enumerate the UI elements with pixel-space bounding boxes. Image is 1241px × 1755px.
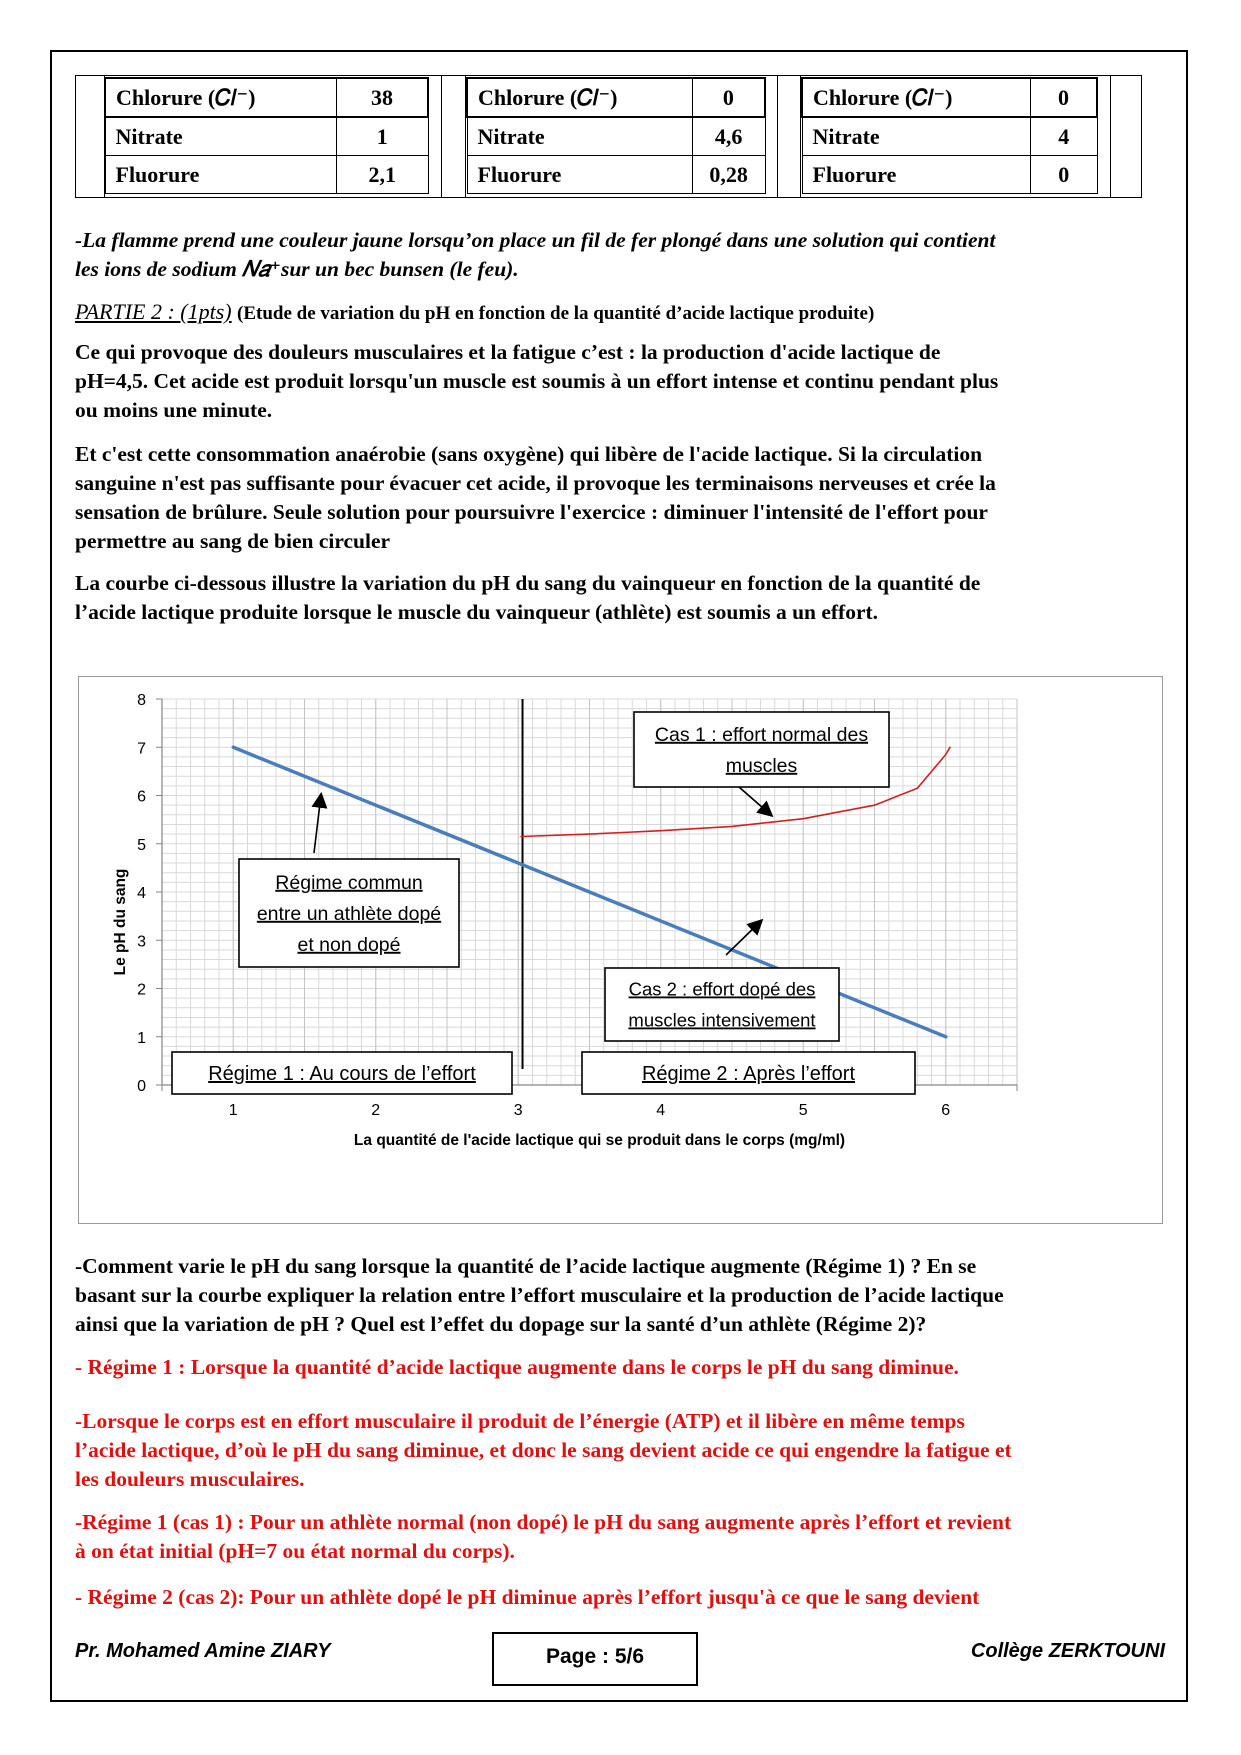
page-number: Page : 5/6 — [492, 1632, 698, 1686]
annotation-regime1-text: Régime 1 : Au cours de l’effort — [208, 1063, 476, 1085]
ion-label: Chlorure (𝐶𝑙⁻) — [105, 78, 337, 117]
ion-label: Nitrate — [802, 117, 1030, 156]
ph-chart-svg — [79, 677, 1164, 1225]
ion-value: 0 — [692, 78, 765, 117]
table-row — [105, 117, 428, 156]
text-line: -Comment varie le pH du sang lorsque la quantité de l’acide lactique augmente (Régime 1) ? En se — [75, 1254, 977, 1278]
ion-value: 1 — [337, 117, 428, 156]
y-tick-label: 5 — [137, 836, 146, 854]
text-line: l’acide lactique produite lorsque le muscle du vainqueur (athlète) est soumis a un effort. — [75, 600, 879, 624]
x-tick-label: 4 — [656, 1102, 666, 1119]
ion-value: 0 — [1030, 156, 1097, 194]
y-tick-label: 4 — [137, 885, 146, 902]
y-tick-label: 0 — [137, 1078, 146, 1095]
text-line: - Régime 1 : Lorsque la quantité d’acide lactique augmente dans le corps le pH du sang diminue. — [75, 1355, 959, 1379]
ph-chart — [78, 676, 1163, 1224]
ion-value: 38 — [337, 78, 428, 117]
text-line: -Lorsque le corps est en effort musculaire il produit de l’énergie (ATP) et il libère en même temps — [75, 1409, 965, 1433]
table-separator — [441, 75, 442, 198]
ion-label: Nitrate — [467, 117, 692, 156]
partie2-description: (Etude de variation du pH en fonction de la quantité d’acide lactique produite) — [237, 303, 875, 324]
ion-table-2 — [466, 77, 766, 194]
text-line: sensation de brûlure. Seule solution pour poursuivre l'exercice : diminuer l'intensité de l'effort pour — [75, 500, 988, 524]
table-row — [802, 156, 1097, 194]
annotation-regime2-text: Régime 2 : Après l’effort — [641, 1063, 856, 1085]
table-row — [105, 156, 428, 194]
flame-note-line: -La flamme prend une couleur jaune lorsqu’on place un fil de fer plongé dans une solution qui contient — [75, 228, 996, 252]
text-line: ou moins une minute. — [75, 398, 273, 422]
y-tick-label: 1 — [137, 1029, 146, 1047]
answer-3 — [75, 1508, 1165, 1566]
y-axis-title: Le pH du sang — [112, 868, 129, 976]
footer-author: Pr. Mohamed Amine ZIARY — [75, 1640, 331, 1662]
table-row — [467, 117, 765, 156]
text-line: pH=4,5. Cet acide est produit lorsqu'un muscle est soumis à un effort intense et continu pendant plus — [75, 369, 999, 393]
text-line: sanguine n'est pas suffisante pour évacuer cet acide, il provoque les terminaisons nerveuses et crée la — [75, 471, 996, 495]
text-line: à on état initial (pH=7 ou état normal du corps). — [75, 1539, 515, 1563]
paragraph-2 — [75, 440, 1165, 556]
ion-label: Fluorure — [467, 156, 692, 194]
text-line: Ce qui provoque des douleurs musculaires et la fatigue c’est : la production d'acide lactique de — [75, 340, 941, 364]
annotation-regime-commun-text: Régime commun — [275, 871, 423, 894]
ion-value: 0,28 — [692, 156, 765, 194]
ion-value: 2,1 — [337, 156, 428, 194]
table-row — [802, 117, 1097, 156]
annotation-cas2-text: muscles intensivement — [628, 1009, 816, 1031]
partie2-label: PARTIE 2 : (1pts) — [75, 299, 232, 324]
table-separator — [777, 75, 778, 198]
annotation-regime-commun-text: entre un athlète dopé — [256, 902, 442, 925]
footer-school: Collège ZERKTOUNI — [970, 1640, 1165, 1662]
arrow-cas1 — [739, 787, 771, 815]
annotation-cas2-text: Cas 2 : effort dopé des — [628, 978, 816, 1000]
flame-note-line: les ions de sodium 𝑁𝑎⁺sur un bec bunsen (le feu). — [75, 257, 519, 281]
ion-value: 4 — [1030, 117, 1097, 156]
answer-4 — [75, 1583, 1165, 1612]
answer-1 — [75, 1353, 1165, 1382]
annotation-regime-commun-text: et non dopé — [297, 933, 401, 956]
x-axis-title: La quantité de l'acide lactique qui se produit dans le corps (mg/ml) — [353, 1132, 846, 1149]
x-tick-label: 2 — [371, 1102, 381, 1119]
y-tick-label: 8 — [137, 692, 146, 709]
ion-value: 0 — [1030, 78, 1097, 117]
paragraph-1 — [75, 338, 1165, 425]
ion-label: Fluorure — [105, 156, 337, 194]
ion-label: Nitrate — [105, 117, 337, 156]
y-tick-label: 2 — [137, 981, 146, 999]
table-row — [105, 78, 428, 117]
annotation-cas1-text: Cas 1 : effort normal des — [654, 723, 869, 746]
x-tick-label: 5 — [798, 1102, 808, 1119]
table-separator — [1110, 75, 1111, 198]
ion-label: Chlorure (𝐶𝑙⁻) — [802, 78, 1030, 117]
x-tick-label: 6 — [941, 1102, 951, 1119]
text-line: -Régime 1 (cas 1) : Pour un athlète normal (non dopé) le pH du sang augmente après l’effort et revient — [75, 1510, 1012, 1534]
ion-label: Fluorure — [802, 156, 1030, 194]
ion-label: Chlorure (𝐶𝑙⁻) — [467, 78, 692, 117]
y-tick-label: 7 — [137, 740, 146, 758]
flame-note — [75, 226, 1165, 284]
table-row — [802, 78, 1097, 117]
y-tick-label: 6 — [137, 788, 146, 806]
text-line: permettre au sang de bien circuler — [75, 529, 391, 553]
ion-table-1 — [104, 77, 429, 194]
text-line: ainsi que la variation de pH ? Quel est l’effet du dopage sur la santé d’un athlète (Régime 2)? — [75, 1312, 927, 1336]
text-line: les douleurs musculaires. — [75, 1467, 305, 1491]
ion-value: 4,6 — [692, 117, 765, 156]
text-line: Et c'est cette consommation anaérobie (sans oxygène) qui libère de l'acide lactique. Si la circulation — [75, 442, 983, 466]
y-tick-label: 3 — [137, 933, 146, 951]
paragraph-3 — [75, 569, 1165, 627]
table-row — [467, 156, 765, 194]
x-tick-label: 3 — [513, 1102, 523, 1119]
text-line: La courbe ci-dessous illustre la variation du pH du sang du vainqueur en fonction de la quantité de — [75, 571, 981, 595]
partie2-heading — [75, 297, 1165, 328]
annotation-cas1-text: muscles — [725, 754, 798, 777]
text-line: - Régime 2 (cas 2): Pour un athlète dopé le pH diminue après l’effort jusqu'à ce que le sang devient — [75, 1585, 980, 1609]
answer-2 — [75, 1407, 1165, 1494]
table-row — [467, 78, 765, 117]
x-tick-label: 1 — [228, 1102, 238, 1119]
question — [75, 1252, 1165, 1339]
ion-table-3 — [801, 77, 1098, 194]
text-line: l’acide lactique, d’où le pH du sang diminue, et donc le sang devient acide ce qui engendre la fatigue et — [75, 1438, 1012, 1462]
text-line: basant sur la courbe expliquer la relation entre l’effort musculaire et la production de l’acide lactique — [75, 1283, 1004, 1307]
